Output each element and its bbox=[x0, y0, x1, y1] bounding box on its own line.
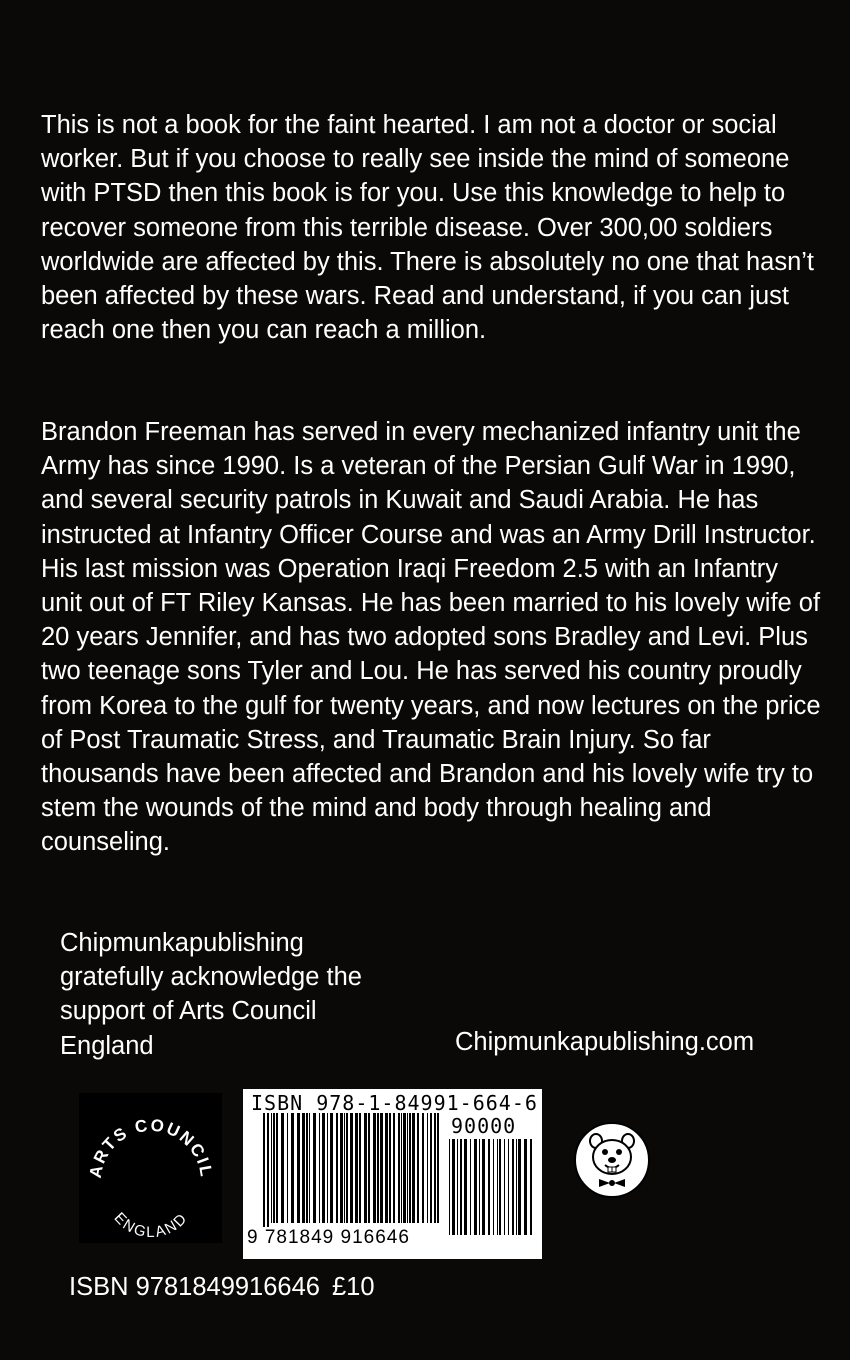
barcode-bar bbox=[449, 1139, 450, 1235]
arts-council-bottom-text: ENGLAND bbox=[110, 1209, 192, 1242]
barcode-bar bbox=[434, 1113, 436, 1223]
support-line: Chipmunkapublishing bbox=[60, 929, 304, 957]
barcode-bar bbox=[482, 1139, 485, 1235]
barcode-bar bbox=[403, 1113, 406, 1223]
barcode-bar bbox=[267, 1113, 269, 1227]
barcode-price-code: 90000 bbox=[451, 1114, 517, 1138]
barcode-bar bbox=[417, 1113, 419, 1223]
support-line: England bbox=[60, 1031, 154, 1060]
barcode-bar bbox=[273, 1113, 275, 1223]
barcode-bar bbox=[330, 1113, 333, 1223]
barcode-bar bbox=[460, 1139, 462, 1235]
barcode-bar bbox=[398, 1113, 400, 1223]
isbn-barcode bbox=[243, 1089, 542, 1259]
barcode-bar bbox=[291, 1113, 294, 1223]
barcode-bar bbox=[427, 1113, 428, 1223]
footer-price: £10 bbox=[331, 1273, 375, 1301]
barcode-bar bbox=[470, 1139, 471, 1235]
author-bio-paragraph: Brandon Freeman has served in every mechanized infantry unit the Army has since 1990. Is a veteran of the Persian Gulf War in 1990, and several security patrols in Kuwait and Saudi Arabia. He has instructed at Infantry Officer Course and was an Army Drill Instructor. His last mission was Operation Iraqi Freedom 2.5 with an Infantry unit out of FT Riley Kansas. He has been married to his lovely wife of 20 years Jennifer, and has two adopted sons Bradley and Levi. Plus two teenage sons Tyler and Lou. He has served his country proudly from Korea to the gulf for twenty years, and now lectures on the price of Post Traumatic Stress, and Traumatic Brain Injury. So far thousands have been affected and Brandon and his lovely wife try to stem the wounds of the mind and body through healing and counseling. bbox=[41, 418, 821, 857]
barcode-bar bbox=[313, 1113, 316, 1223]
barcode-bar bbox=[346, 1113, 348, 1223]
barcode-bar bbox=[364, 1113, 367, 1223]
arts-council-top-text: ARTS COUNCIL bbox=[85, 1115, 217, 1180]
barcode-bar bbox=[407, 1113, 408, 1223]
barcode-bar bbox=[271, 1113, 272, 1223]
barcode-bar bbox=[516, 1139, 517, 1235]
arts-council-acknowledgement bbox=[60, 926, 420, 1063]
barcode-bar bbox=[493, 1139, 494, 1235]
barcode-bar bbox=[430, 1113, 432, 1223]
barcode-bar bbox=[474, 1139, 477, 1235]
barcode-isbn-label: ISBN 978-1-84991-664-6 bbox=[251, 1091, 538, 1115]
barcode-bar bbox=[401, 1113, 402, 1223]
barcode-bar bbox=[488, 1139, 490, 1235]
barcode-bar bbox=[368, 1113, 370, 1223]
barcode-bar bbox=[512, 1139, 514, 1235]
barcode-bar bbox=[380, 1113, 383, 1223]
barcode-bar bbox=[297, 1113, 300, 1223]
arts-council-logo bbox=[79, 1093, 222, 1243]
barcode-bar bbox=[355, 1113, 358, 1223]
barcode-bar bbox=[464, 1139, 467, 1235]
barcode-bar bbox=[479, 1139, 480, 1235]
barcode-bar bbox=[457, 1139, 458, 1235]
barcode-bar bbox=[327, 1113, 328, 1223]
barcode-bar bbox=[377, 1113, 379, 1223]
barcode-bar bbox=[452, 1139, 455, 1235]
footer-isbn-price bbox=[69, 1271, 375, 1303]
barcode-bar bbox=[359, 1113, 361, 1223]
blurb-paragraph-1: This is not a book for the faint hearted. I am not a doctor or social worker. But if you choose to really see inside the mind of someone with PTSD then this book is for you. Use this knowledge to help to recover someone from this terrible disease. Over 300,00 soldiers worldwide are affected by this. There is absolutely no one that hasn’t been affected by these wars. Read and understand, if you can just reach one then you can reach a million. bbox=[41, 111, 815, 345]
support-line: support of Arts Council bbox=[60, 997, 317, 1026]
barcode-bar bbox=[306, 1113, 308, 1223]
footer-isbn: ISBN 9781849916646 bbox=[69, 1273, 320, 1301]
barcode-bar bbox=[302, 1113, 305, 1223]
barcode-bar bbox=[319, 1113, 320, 1223]
support-line: gratefully acknowledge the bbox=[60, 963, 362, 992]
barcode-bar bbox=[530, 1139, 532, 1235]
barcode-bar bbox=[276, 1113, 278, 1223]
barcode-bar bbox=[344, 1113, 345, 1223]
barcode-bar bbox=[497, 1139, 498, 1235]
barcode-bar bbox=[309, 1113, 310, 1223]
barcode-bar bbox=[385, 1113, 388, 1223]
barcode-bar bbox=[389, 1113, 391, 1223]
barcode-bar bbox=[287, 1113, 288, 1223]
barcode-bar bbox=[508, 1139, 509, 1235]
publisher-website[interactable]: Chipmunkapublishing.com bbox=[455, 1028, 755, 1056]
barcode-bar bbox=[350, 1113, 353, 1223]
barcode-bar bbox=[518, 1139, 521, 1235]
barcode-bar bbox=[281, 1113, 284, 1223]
barcode-bar bbox=[409, 1113, 411, 1223]
barcode-bar bbox=[499, 1139, 501, 1235]
barcode-bar bbox=[412, 1113, 415, 1223]
barcode-bar bbox=[422, 1113, 424, 1223]
barcode-bar bbox=[504, 1139, 505, 1235]
barcode-bar bbox=[322, 1113, 325, 1223]
barcode-ean-digits: 9 781849 916646 bbox=[247, 1227, 410, 1248]
barcode-bar bbox=[437, 1113, 439, 1223]
barcode-bar bbox=[336, 1113, 338, 1223]
barcode-bar bbox=[263, 1113, 265, 1227]
barcode-bar bbox=[340, 1113, 343, 1223]
barcode-bar bbox=[524, 1139, 527, 1235]
chipmunk-icon bbox=[573, 1121, 651, 1199]
barcode-bar bbox=[393, 1113, 395, 1223]
barcode-bar bbox=[373, 1113, 376, 1223]
